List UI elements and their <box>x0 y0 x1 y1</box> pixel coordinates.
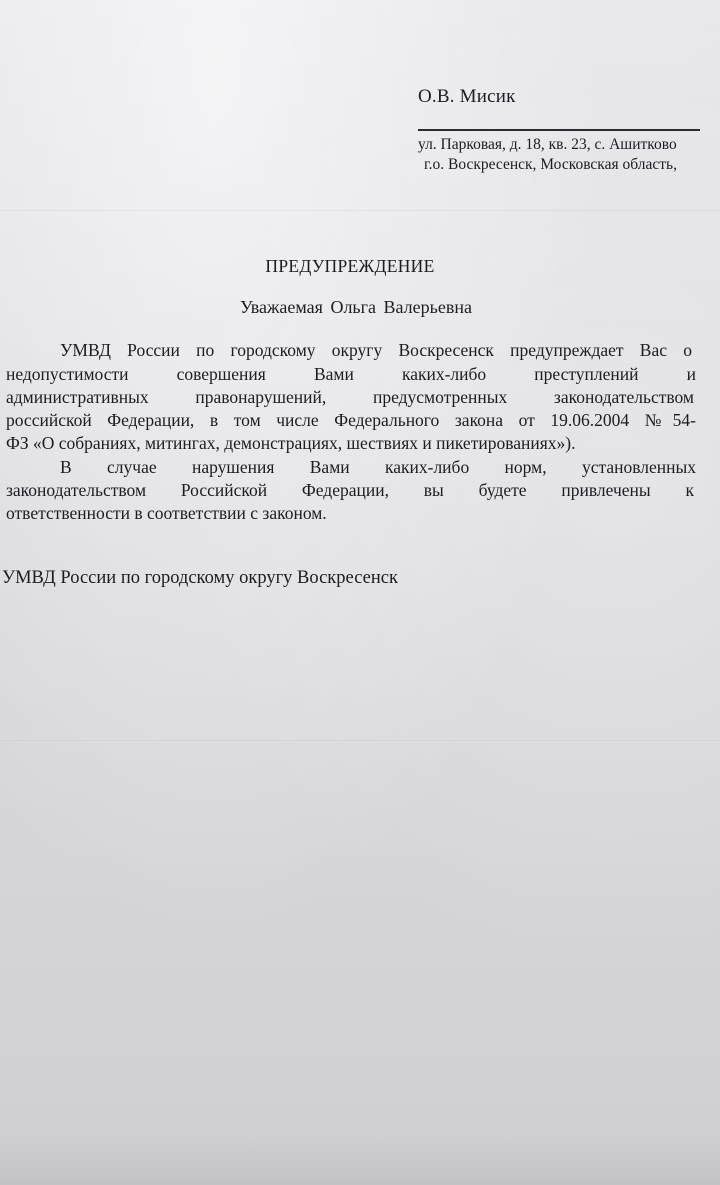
document-title: ПРЕДУПРЕЖДЕНИЕ <box>265 256 435 276</box>
paragraph-1-line-1: УМВД России по городскому округу Воскресенск предупреждает Вас о <box>60 340 692 360</box>
recipient-address-line-1: ул. Парковая, д. 18, кв. 23, с. Ашитково <box>418 136 677 153</box>
greeting: Уважаемая Ольга Валерьевна <box>240 297 472 317</box>
paper-shadow <box>0 1130 720 1185</box>
paragraph-2-line-1: В случае нарушения Вами каких-либо норм, установленных <box>60 457 696 477</box>
paragraph-1-line-4: российской Федерации, в том числе Федерального закона от 19.06.2004 №54- <box>6 410 696 430</box>
paragraph-1-line-3: административных правонарушений, предусмотренных законодательством <box>6 387 694 407</box>
recipient-address-line-2: г.о. Воскресенск, Московская область, <box>424 156 677 173</box>
paragraph-2-line-3: ответственности в соответствии с законом. <box>6 503 327 523</box>
paragraph-1-line-5: ФЗ «О собраниях, митингах, демонстрациях, шествиях и пикетированиях»). <box>6 433 576 453</box>
paper-crease <box>0 740 720 741</box>
paragraph-1-line-2: недопустимости совершения Вами каких-либо преступлений и <box>6 364 696 384</box>
paper-crease <box>0 210 720 211</box>
recipient-underline <box>418 129 700 131</box>
signature-authority: УМВД России по городскому округу Воскресенск <box>2 568 398 588</box>
paragraph-2-line-2: законодательством Российской Федерации, вы будете привлечены к <box>6 480 694 500</box>
recipient-name: О.В. Мисик <box>418 86 516 107</box>
